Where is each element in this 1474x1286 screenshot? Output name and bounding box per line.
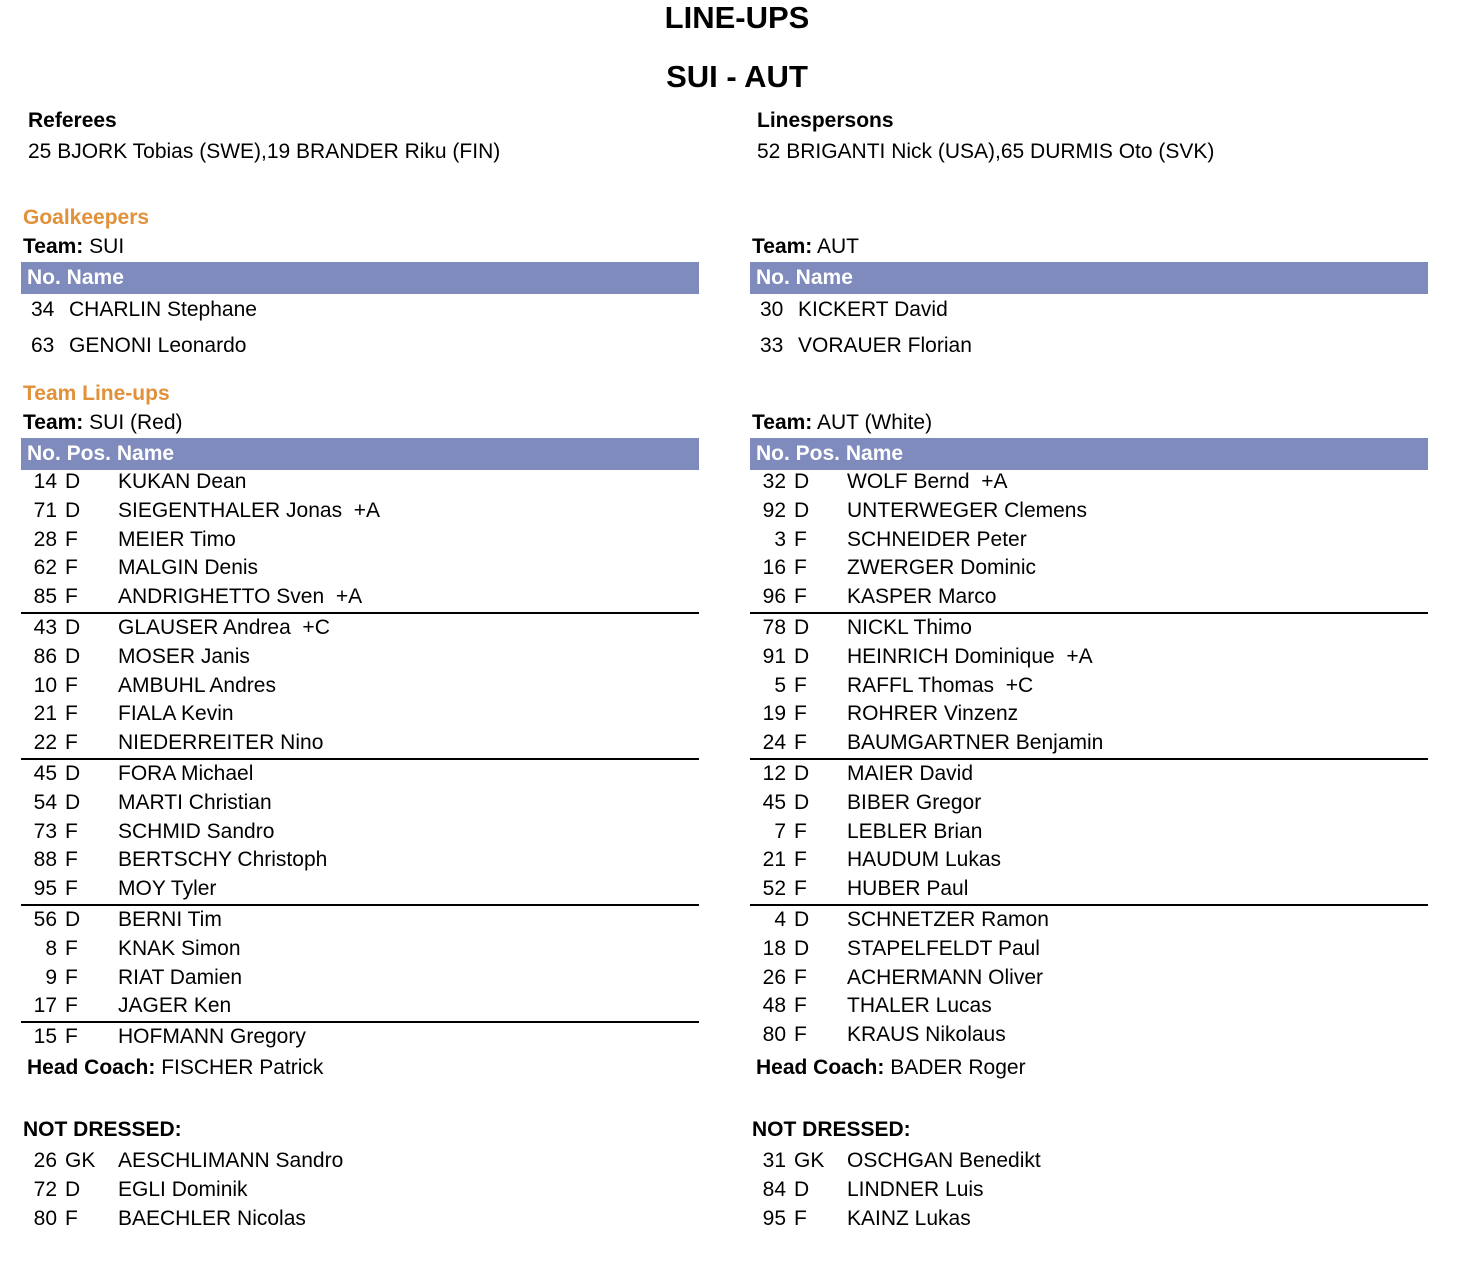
player-row (750, 583, 1428, 614)
player-position: D (65, 761, 81, 785)
player-name: STAPELFELDT Paul (847, 936, 1040, 960)
player-position: D (65, 1177, 81, 1201)
player-name: KUKAN Dean (118, 470, 247, 493)
player-position: D (65, 470, 81, 493)
player-number: 95 (33, 877, 57, 901)
player-position: F (794, 994, 807, 1018)
player-number: 19 (762, 702, 786, 726)
player-position: F (794, 556, 807, 580)
player-name: KRAUS Nikolaus (847, 1023, 1006, 1047)
player-position: F (65, 994, 78, 1018)
player-name: BAECHLER Nicolas (118, 1206, 306, 1230)
player-name: OSCHGAN Benedikt (847, 1149, 1041, 1172)
player-name: BAUMGARTNER Benjamin (847, 731, 1104, 755)
player-name: ZWERGER Dominic (847, 556, 1037, 580)
player-number: 45 (762, 790, 786, 814)
player-row (750, 992, 1428, 1021)
player-position: F (65, 877, 78, 901)
player-name: MALGIN Denis (118, 556, 259, 580)
col-name: Name (795, 266, 853, 289)
player-row (750, 906, 1428, 935)
player-number: 86 (33, 644, 57, 668)
player-position: F (65, 702, 78, 726)
player-position: F (65, 527, 78, 551)
player-name: SCHMID Sandro (118, 819, 275, 843)
player-number: 26 (33, 1149, 57, 1172)
player-row (750, 700, 1428, 729)
player-row (21, 818, 699, 847)
home-not-dressed-list (21, 1147, 699, 1233)
player-number: 88 (33, 848, 57, 872)
home-roster (21, 468, 699, 1052)
player-row (750, 789, 1428, 818)
player-position: F (794, 585, 807, 609)
player-row (750, 643, 1428, 672)
player-position: D (794, 790, 810, 814)
home-head-coach (27, 1056, 323, 1080)
player-position: F (794, 1023, 807, 1047)
player-row (21, 554, 699, 583)
player-position: D (65, 498, 81, 522)
player-position: F (794, 848, 807, 872)
player-name: RIAT Damien (118, 965, 243, 989)
player-row (21, 906, 699, 935)
player-name: ACHERMANN Oliver (847, 965, 1044, 989)
player-name: ROHRER Vinzenz (847, 702, 1019, 726)
col-name: Name (845, 442, 904, 465)
player-name: MOY Tyler (118, 877, 217, 901)
player-row (750, 1147, 1428, 1176)
player-name: MOSER Janis (118, 644, 250, 668)
player-name: VORAUER Florian (798, 334, 972, 357)
player-name: BERTSCHY Christoph (118, 848, 328, 872)
player-row (750, 729, 1428, 760)
linespersons-label: Linespersons (757, 109, 894, 132)
player-number: 48 (762, 994, 786, 1018)
head-coach-label: Head Coach: (27, 1056, 156, 1079)
player-number: 43 (33, 615, 57, 639)
player-name: UNTERWEGER Clemens (847, 498, 1087, 522)
team-label: Team: (752, 235, 813, 258)
player-name: GENONI Leonardo (69, 334, 247, 357)
col-no: No. (27, 442, 61, 465)
away-not-dressed-list (750, 1147, 1428, 1233)
player-name: AMBUHL Andres (118, 673, 276, 697)
away-lineup-team-line (752, 411, 932, 435)
player-position: F (65, 936, 78, 960)
player-row (750, 760, 1428, 789)
page-title: LINE-UPS (664, 0, 810, 35)
player-number: 84 (762, 1177, 786, 1201)
player-row (750, 614, 1428, 643)
player-name: BIBER Gregor (847, 790, 982, 814)
player-number: 7 (774, 819, 786, 843)
player-position: F (65, 1025, 78, 1049)
away-roster (750, 468, 1428, 1050)
player-number: 10 (33, 673, 57, 697)
player-name: ANDRIGHETTO Sven +A (118, 585, 363, 609)
player-number: 80 (33, 1206, 57, 1230)
player-name: KAINZ Lukas (847, 1206, 971, 1230)
player-position: GK (65, 1149, 96, 1172)
player-row (750, 964, 1428, 993)
player-row (21, 1023, 699, 1052)
player-position: D (65, 615, 81, 639)
player-row (21, 729, 699, 760)
player-name: EGLI Dominik (118, 1177, 248, 1201)
player-row (750, 1205, 1428, 1234)
away-team-color: AUT (White) (816, 411, 933, 434)
home-gk-header (21, 262, 699, 294)
player-row (21, 583, 699, 614)
player-name: AESCHLIMANN Sandro (118, 1149, 344, 1172)
player-name: MAIER David (847, 761, 974, 785)
player-name: KNAK Simon (118, 936, 241, 960)
player-name: KASPER Marco (847, 585, 997, 609)
player-row (21, 846, 699, 875)
player-name: BERNI Tim (118, 907, 222, 931)
player-number: 91 (762, 644, 786, 668)
referees-list: 25 BJORK Tobias (SWE),19 BRANDER Riku (FIN) (28, 140, 501, 163)
player-name: FIALA Kevin (118, 702, 234, 726)
player-row (21, 1176, 699, 1205)
linespersons-list: 52 BRIGANTI Nick (USA),65 DURMIS Oto (SVK) (757, 140, 1215, 163)
player-row (21, 614, 699, 643)
player-row (750, 468, 1428, 497)
player-name: MEIER Timo (118, 527, 236, 551)
player-row (21, 992, 699, 1023)
player-position: F (65, 848, 78, 872)
player-number: 33 (760, 334, 784, 357)
player-number: 26 (762, 965, 786, 989)
home-team-color: SUI (Red) (89, 411, 183, 434)
lineups-section-title: Team Line-ups (23, 382, 170, 405)
player-position: F (65, 556, 78, 580)
player-position: GK (794, 1149, 825, 1172)
player-number: 18 (762, 936, 786, 960)
player-number: 80 (762, 1023, 786, 1047)
player-name: NIEDERREITER Nino (118, 731, 324, 755)
player-position: F (65, 731, 78, 755)
away-not-dressed-title: NOT DRESSED: (752, 1118, 911, 1141)
player-number: 78 (762, 615, 786, 639)
player-name: JAGER Ken (118, 994, 232, 1018)
player-position: F (794, 731, 807, 755)
player-position: D (794, 644, 810, 668)
player-row (750, 875, 1428, 906)
player-row (21, 760, 699, 789)
head-coach-name: BADER Roger (890, 1056, 1026, 1079)
player-position: F (794, 673, 807, 697)
player-row (750, 1021, 1428, 1050)
player-position: D (65, 790, 81, 814)
head-coach-name: FISCHER Patrick (161, 1056, 324, 1079)
player-position: F (65, 965, 78, 989)
player-number: 15 (33, 1025, 57, 1049)
col-no: No. (27, 266, 61, 289)
player-name: GLAUSER Andrea +C (118, 615, 330, 639)
player-row (21, 497, 699, 526)
player-number: 28 (33, 527, 57, 551)
col-pos: Pos. (795, 442, 841, 465)
home-team-name: SUI (89, 235, 125, 258)
player-number: 96 (762, 585, 786, 609)
player-position: F (65, 1206, 78, 1230)
player-row (21, 643, 699, 672)
away-lineup-header (750, 438, 1428, 470)
player-number: 52 (762, 877, 786, 901)
player-row (750, 497, 1428, 526)
away-head-coach (756, 1056, 1026, 1080)
player-row (21, 1147, 699, 1176)
player-name: HAUDUM Lukas (847, 848, 1002, 872)
player-row (21, 789, 699, 818)
goalkeepers-section-title: Goalkeepers (23, 206, 150, 229)
player-name: THALER Lucas (847, 994, 992, 1018)
player-row (21, 1205, 699, 1234)
home-lineup-header (21, 438, 699, 470)
player-row (21, 935, 699, 964)
away-gk-header (750, 262, 1428, 294)
player-position: D (794, 615, 810, 639)
player-position: F (794, 877, 807, 901)
player-number: 45 (33, 761, 57, 785)
referees-label: Referees (28, 109, 117, 132)
player-row (750, 935, 1428, 964)
player-position: D (794, 761, 810, 785)
player-name: HOFMANN Gregory (118, 1025, 306, 1049)
team-label: Team: (23, 411, 84, 434)
player-number: 31 (762, 1149, 786, 1172)
match-title: SUI - AUT (666, 59, 808, 94)
player-number: 95 (762, 1206, 786, 1230)
player-name: NICKL Thimo (847, 615, 972, 639)
player-row (750, 846, 1428, 875)
away-gk-row (760, 334, 972, 358)
player-number: 8 (45, 936, 57, 960)
player-number: 30 (760, 298, 784, 321)
player-number: 4 (774, 907, 786, 931)
player-name: HUBER Paul (847, 877, 969, 901)
away-gk-row (760, 298, 948, 322)
col-no: No. (756, 266, 790, 289)
col-name: Name (66, 266, 124, 289)
player-position: F (794, 527, 807, 551)
player-name: LEBLER Brian (847, 819, 983, 843)
player-number: 16 (762, 556, 786, 580)
player-number: 5 (774, 673, 786, 697)
player-position: D (794, 936, 810, 960)
player-number: 62 (33, 556, 57, 580)
player-position: D (65, 907, 81, 931)
col-pos: Pos. (66, 442, 112, 465)
home-gk-row (31, 298, 257, 322)
player-position: F (65, 819, 78, 843)
player-position: F (794, 1206, 807, 1230)
player-number: 14 (33, 470, 57, 493)
player-number: 32 (762, 470, 786, 493)
player-name: FORA Michael (118, 761, 254, 785)
player-number: 92 (762, 498, 786, 522)
player-number: 17 (33, 994, 57, 1018)
player-name: HEINRICH Dominique +A (847, 644, 1093, 668)
player-position: D (794, 907, 810, 931)
player-number: 21 (33, 702, 57, 726)
player-name: LINDNER Luis (847, 1177, 984, 1201)
player-name: KICKERT David (798, 298, 948, 321)
player-name: WOLF Bernd +A (847, 470, 1008, 493)
player-number: 3 (774, 527, 786, 551)
head-coach-label: Head Coach: (756, 1056, 885, 1079)
player-name: RAFFL Thomas +C (847, 673, 1034, 697)
col-name: Name (116, 442, 175, 465)
player-row (750, 818, 1428, 847)
player-row (21, 468, 699, 497)
player-number: 12 (762, 761, 786, 785)
player-number: 63 (31, 334, 55, 357)
player-number: 72 (33, 1177, 57, 1201)
player-row (750, 526, 1428, 555)
player-row (750, 672, 1428, 701)
player-position: D (65, 644, 81, 668)
player-row (21, 672, 699, 701)
player-number: 9 (45, 965, 57, 989)
home-lineup-team-line (23, 411, 183, 435)
player-row (750, 1176, 1428, 1205)
player-name: SCHNETZER Ramon (847, 907, 1049, 931)
player-number: 21 (762, 848, 786, 872)
player-row (21, 964, 699, 993)
player-row (21, 875, 699, 906)
player-position: F (794, 819, 807, 843)
player-position: F (794, 965, 807, 989)
away-team-name: AUT (816, 235, 859, 258)
player-number: 24 (762, 731, 786, 755)
player-name: CHARLIN Stephane (69, 298, 257, 321)
player-number: 73 (33, 819, 57, 843)
player-number: 22 (33, 731, 57, 755)
player-name: SIEGENTHALER Jonas +A (118, 498, 381, 522)
player-number: 56 (33, 907, 57, 931)
away-gk-team-line (752, 235, 859, 259)
player-number: 54 (33, 790, 57, 814)
player-position: F (65, 585, 78, 609)
home-not-dressed-title: NOT DRESSED: (23, 1118, 182, 1141)
team-label: Team: (752, 411, 813, 434)
player-name: SCHNEIDER Peter (847, 527, 1027, 551)
player-name: MARTI Christian (118, 790, 272, 814)
player-number: 85 (33, 585, 57, 609)
player-row (750, 554, 1428, 583)
player-position: F (65, 673, 78, 697)
player-position: F (794, 702, 807, 726)
home-gk-row (31, 334, 246, 358)
col-no: No. (756, 442, 790, 465)
player-position: D (794, 498, 810, 522)
player-number: 71 (33, 498, 57, 522)
player-number: 34 (31, 298, 55, 321)
player-position: D (794, 470, 810, 493)
team-label: Team: (23, 235, 84, 258)
home-gk-team-line (23, 235, 124, 259)
player-row (21, 526, 699, 555)
player-position: D (794, 1177, 810, 1201)
player-row (21, 700, 699, 729)
